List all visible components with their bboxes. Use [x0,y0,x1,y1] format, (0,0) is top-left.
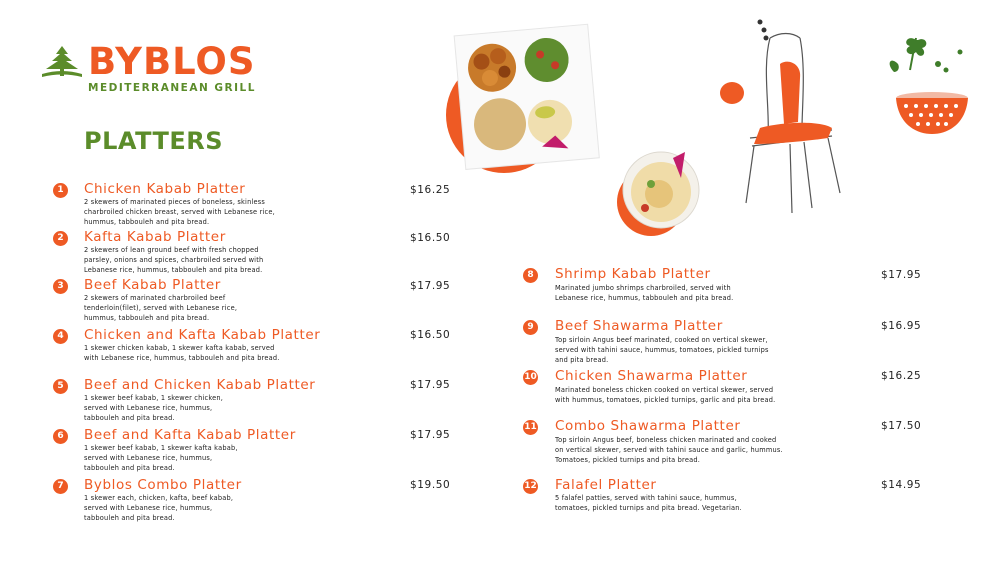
item-description: 2 skewers of marinated charbroiled beef tenderloin(filet), served with Lebanese rice, hummus, tabbouleh and pita bread. [84,294,238,322]
item-number-badge: 11 [523,420,538,435]
item-price: $16.95 [881,320,922,332]
item-price: $17.95 [410,280,451,292]
item-price: $16.50 [410,232,451,244]
hummus-bowl-photo [615,150,707,238]
item-description: Marinated boneless chicken cooked on vertical skewer, served with hummus, tomatoes, pickled turnips, garlic and pita bread. [555,386,776,404]
item-price: $17.95 [410,429,451,441]
item-name: Falafel Platter [555,477,657,493]
chair-illustration [740,18,850,218]
item-number-badge: 2 [53,231,68,246]
item-price: $16.25 [881,370,922,382]
item-price: $17.95 [881,269,922,281]
item-number-badge: 6 [53,429,68,444]
platter-photo [440,20,605,180]
item-number-badge: 5 [53,379,68,394]
item-description: 2 skewers of lean ground beef with fresh chopped parsley, onions and spices, charbroiled served with Lebanese rice, hummus, tabbouleh and pita bread. [84,246,264,274]
item-number-badge: 7 [53,479,68,494]
item-number-badge: 10 [523,370,538,385]
item-description: 1 skewer chicken kabab, 1 skewer kafta kabab, served with Lebanese rice, hummus, tabbouleh and pita bread. [84,344,280,362]
item-description: Top sirloin Angus beef marinated, cooked on vertical skewer, served with tahini sauce, hummus, tomatoes, pickled turnips and pita bread. [555,336,769,364]
item-number-badge: 8 [523,268,538,283]
item-description: 1 skewer beef kabab, 1 skewer chicken, served with Lebanese rice, hummus, tabbouleh and pita bread. [84,394,224,422]
item-name: Beef and Chicken Kabab Platter [84,377,316,393]
herb-bowl-illustration [880,30,975,140]
item-description: 1 skewer beef kabab, 1 skewer kafta kabab, served with Lebanese rice, hummus, tabbouleh and pita bread. [84,444,238,472]
item-name: Beef Shawarma Platter [555,318,723,334]
item-description: Marinated jumbo shrimps charbroiled, served with Lebanese rice, hummus, tabbouleh and pita bread. [555,284,734,302]
item-price: $14.95 [881,479,922,491]
item-name: Chicken Shawarma Platter [555,368,748,384]
item-number-badge: 12 [523,479,538,494]
item-price: $17.95 [410,379,451,391]
cedar-tree-icon [40,44,84,80]
item-description: 5 falafel patties, served with tahini sauce, hummus, tomatoes, pickled turnips and pita bread. Vegetarian. [555,494,742,512]
item-name: Kafta Kabab Platter [84,229,226,245]
item-name: Combo Shawarma Platter [555,418,741,434]
item-name: Chicken and Kafta Kabab Platter [84,327,321,343]
item-price: $16.25 [410,184,451,196]
brand-name: BYBLOS [88,40,256,83]
item-description: 2 skewers of marinated pieces of boneless, skinless charbroiled chicken breast, served with Lebanese rice, hummus, tabbouleh and pita bread. [84,198,275,226]
item-price: $19.50 [410,479,451,491]
item-name: Chicken Kabab Platter [84,181,246,197]
item-name: Beef and Kafta Kabab Platter [84,427,296,443]
item-description: 1 skewer each, chicken, kafta, beef kabab, served with Lebanese rice, hummus, tabbouleh and pita bread. [84,494,234,522]
logo [40,40,270,100]
brand-subtitle: MEDITERRANEAN GRILL [88,82,256,94]
item-name: Shrimp Kabab Platter [555,266,711,282]
item-name: Beef Kabab Platter [84,277,221,293]
item-description: Top sirloin Angus beef, boneless chicken marinated and cooked on vertical skewer, served with tahini sauce and garlic, hummus. Tomatoes, pickled turnips and pita bread. [555,436,783,464]
item-number-badge: 3 [53,279,68,294]
section-title: PLATTERS [84,127,224,155]
item-price: $17.50 [881,420,922,432]
item-number-badge: 1 [53,183,68,198]
item-number-badge: 4 [53,329,68,344]
item-price: $16.50 [410,329,451,341]
item-name: Byblos Combo Platter [84,477,242,493]
item-number-badge: 9 [523,320,538,335]
